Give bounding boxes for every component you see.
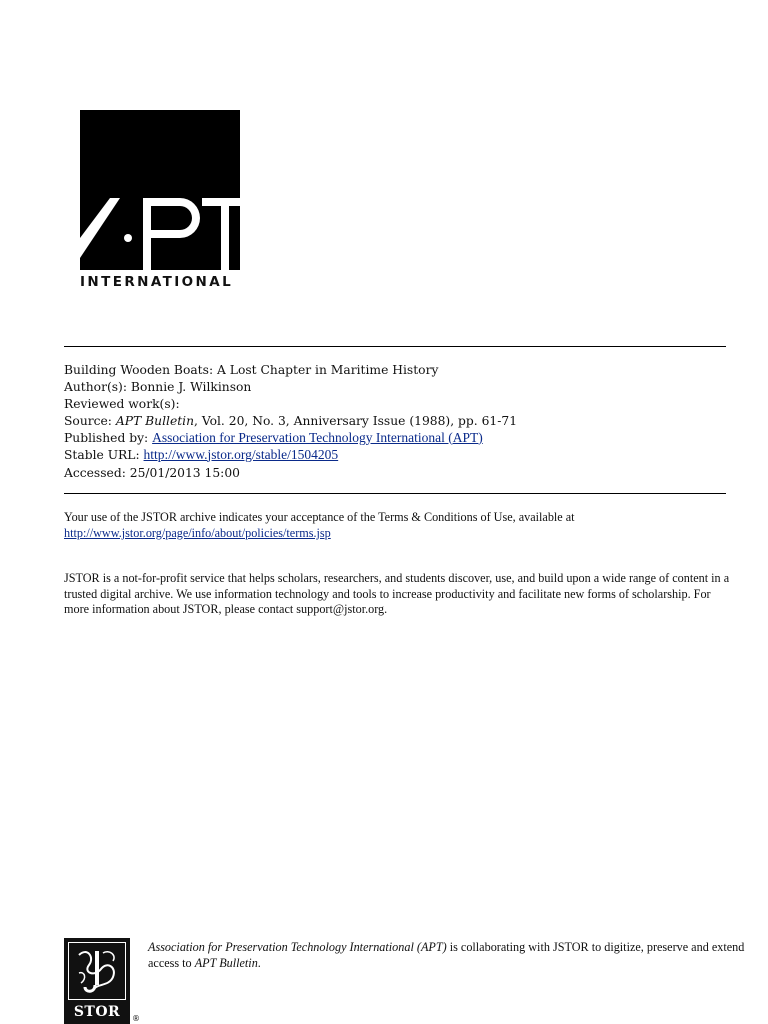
- jstor-logo: [64, 938, 140, 1024]
- apt-logo-icon: [80, 110, 240, 270]
- publisher-line: [64, 430, 726, 447]
- publisher-label: Published by:: [64, 430, 149, 445]
- publisher-link[interactable]: Association for Preservation Technology International (APT): [152, 429, 483, 445]
- stable-url-link[interactable]: http://www.jstor.org/stable/1504205: [143, 446, 339, 462]
- footer-text-end: .: [257, 955, 261, 970]
- registered-mark: ®: [132, 1014, 140, 1023]
- footer-journal: APT Bulletin: [194, 955, 258, 970]
- stable-url-label: Stable URL:: [64, 447, 140, 462]
- apt-logo-wordmark: INTERNATIONAL: [80, 274, 234, 290]
- article-title: Building Wooden Boats: A Lost Chapter in Maritime History: [64, 363, 439, 377]
- authors-line: [64, 379, 726, 396]
- jstor-logo-icon: [64, 938, 130, 1024]
- footer-collaboration-text: [148, 940, 748, 971]
- source-label: Source:: [64, 413, 112, 428]
- article-metadata: [64, 362, 726, 482]
- terms-text: Your use of the JSTOR archive indicates your acceptance of the Terms & Conditions of Use, available at: [64, 510, 575, 524]
- source-details: , Vol. 20, No. 3, Anniversary Issue (1988), pp. 61-71: [194, 413, 518, 428]
- source-journal: APT Bulletin: [115, 413, 195, 428]
- footer-text-mid: is collaborating with JSTOR to digitize, preserve and extend access to: [148, 940, 745, 970]
- jstor-wordmark: STOR: [73, 1004, 121, 1020]
- bottom-divider: [64, 493, 726, 494]
- jstor-about: JSTOR is a not-for-profit service that helps scholars, researchers, and students discover, use, and build upon a wide range of content in a trusted digital archive. We use information technology and tools to increase productivity and facilitate new forms of scholarship. For more information about JSTOR, please contact support@jstor.org.: [64, 571, 730, 617]
- authors-value: Bonnie J. Wilkinson: [130, 379, 252, 394]
- stable-url-line: [64, 447, 726, 464]
- terms-link[interactable]: http://www.jstor.org/page/info/about/policies/terms.jsp: [64, 525, 331, 540]
- reviewed-works-line: Reviewed work(s):: [64, 396, 180, 411]
- top-divider: [64, 346, 726, 347]
- terms-notice: [64, 510, 734, 541]
- authors-label: Author(s):: [64, 379, 127, 394]
- accessed-date: Accessed: 25/01/2013 15:00: [64, 466, 240, 481]
- footer-publisher: Association for Preservation Technology International (APT): [148, 940, 447, 954]
- source-line: [64, 413, 726, 430]
- apt-logo: [80, 110, 240, 290]
